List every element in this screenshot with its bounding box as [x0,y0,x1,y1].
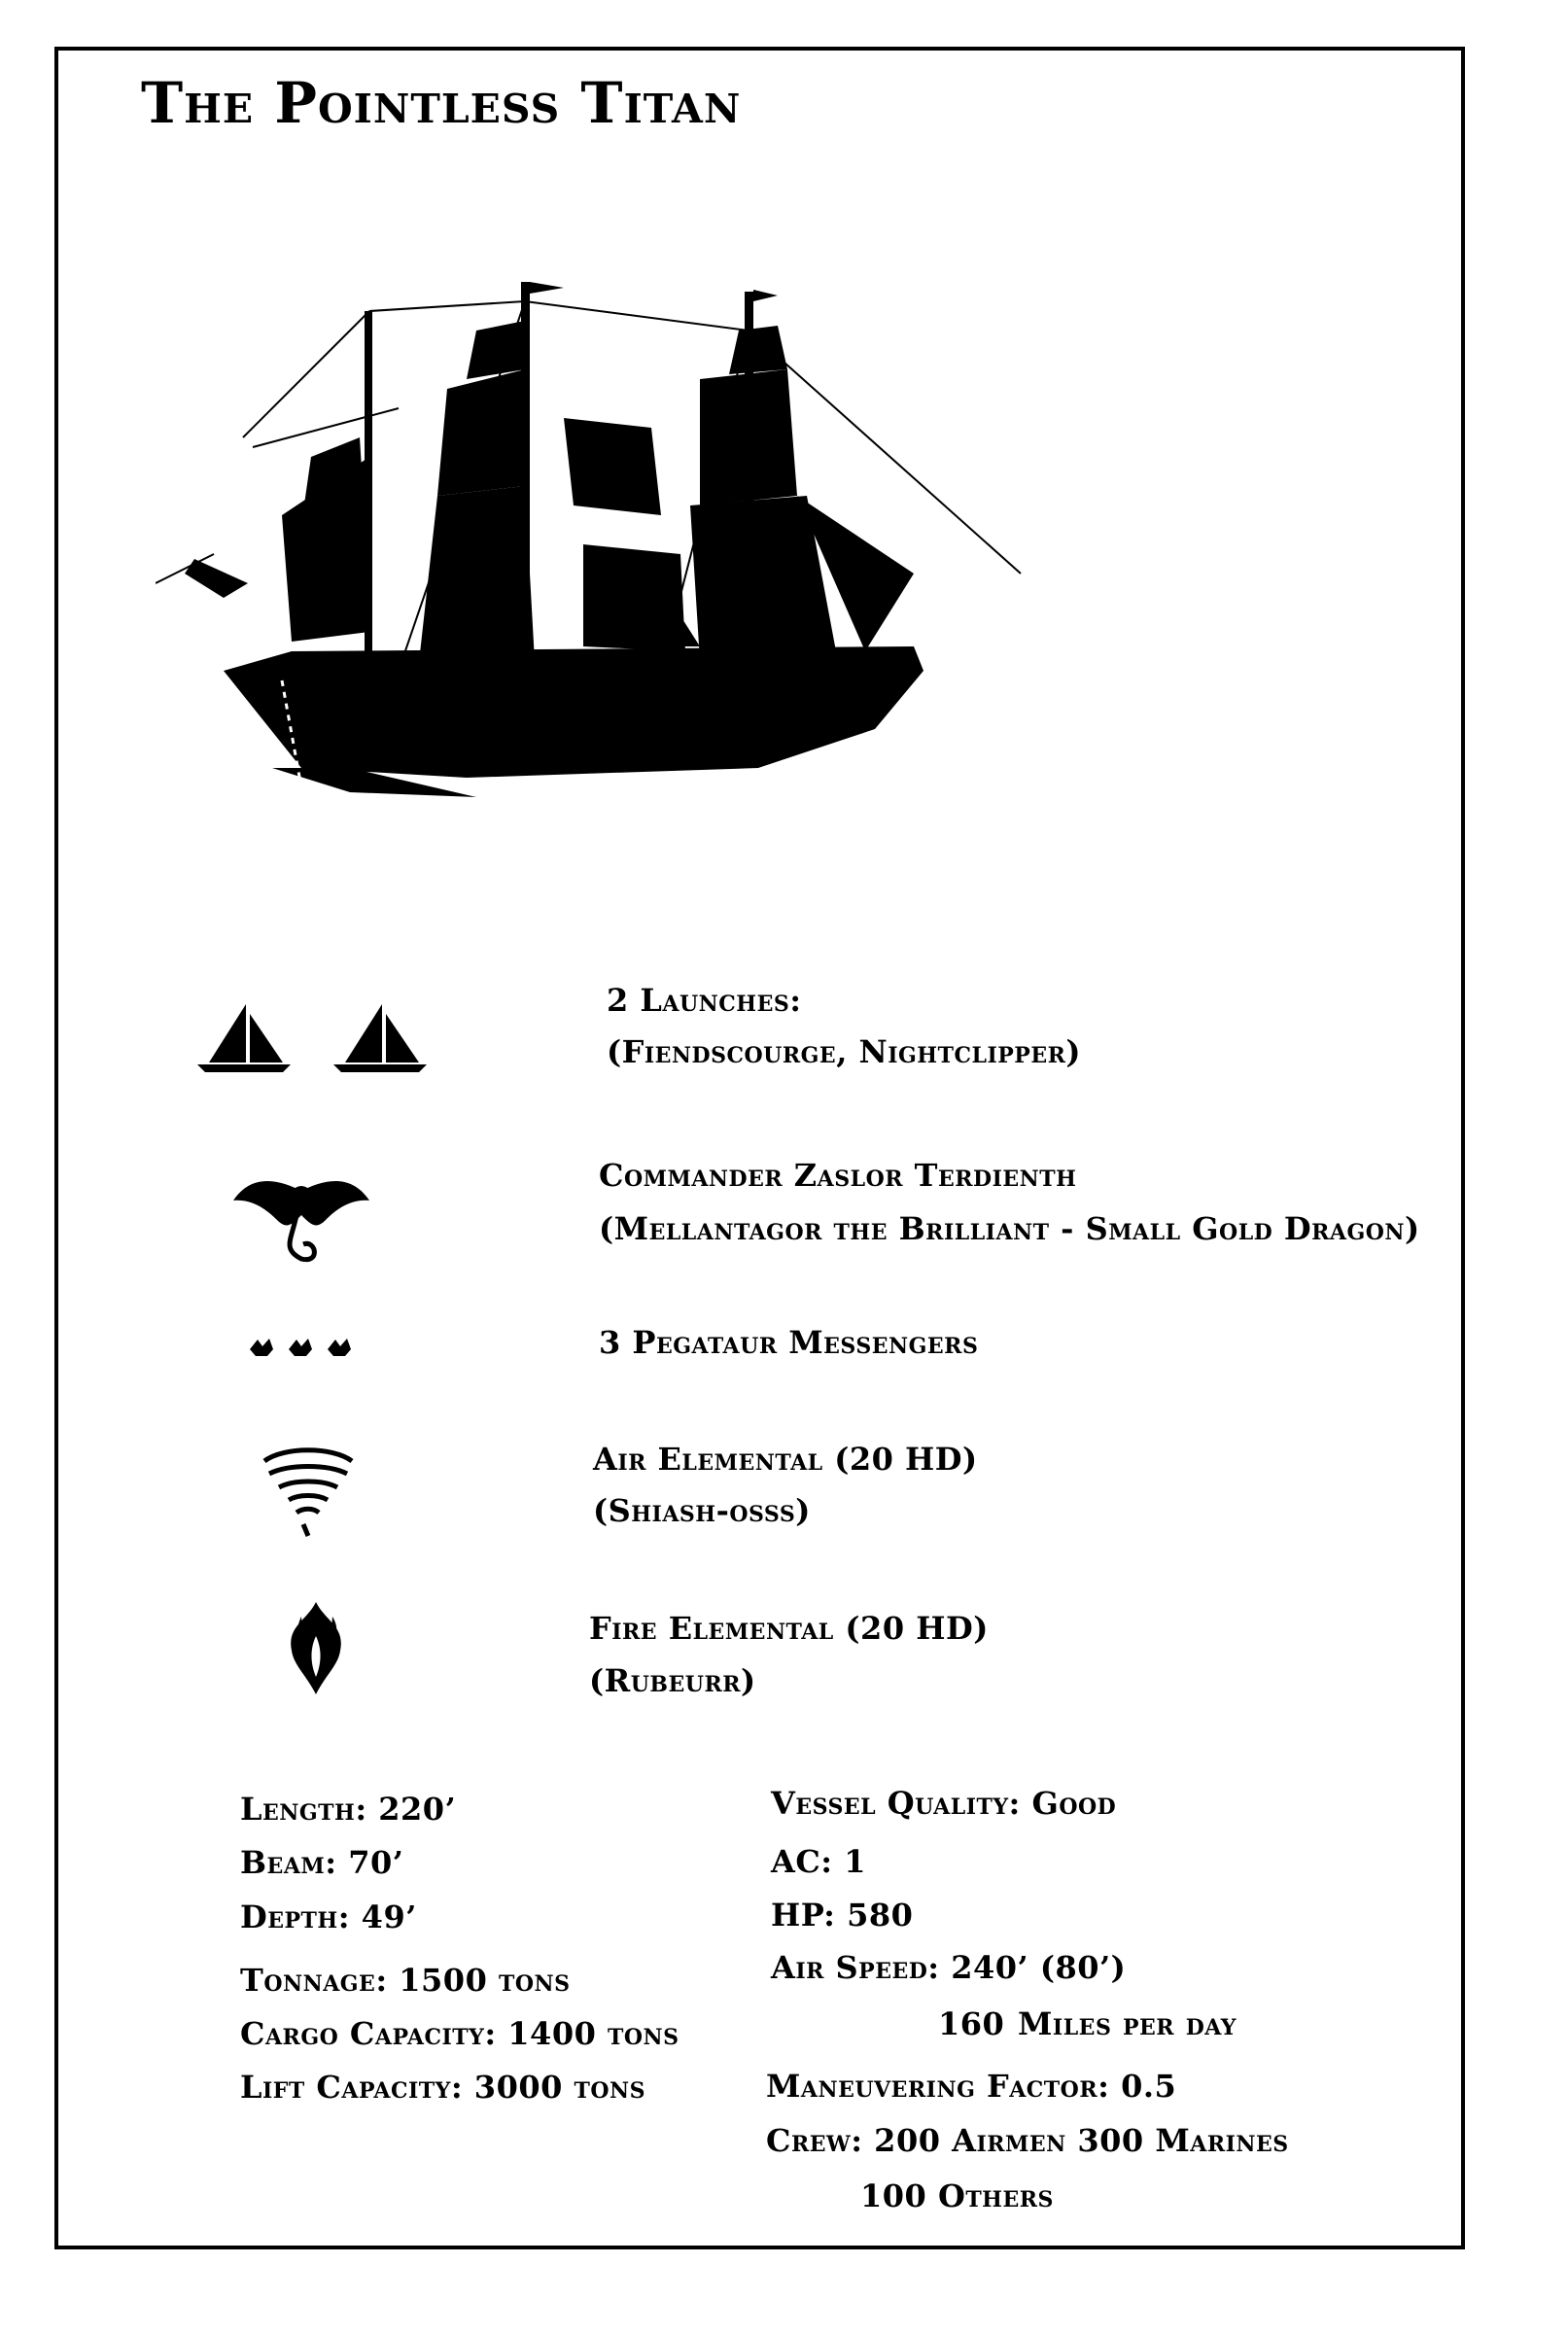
stat-crew: Crew: 200 Airmen 300 Marines [766,2122,1289,2159]
stat-crew-others: 100 Others [860,2177,1054,2214]
stat-lift-capacity: Lift Capacity: 3000 tons [240,2069,646,2106]
stat-depth: Depth: 49’ [240,1899,417,1935]
stat-air-speed: Air Speed: 240’ (80’) [771,1949,1127,1986]
stat-hp: HP: 580 [771,1897,914,1933]
page-title: The Pointless Titan [141,70,742,136]
sailing-ship-illustration [156,262,1030,807]
stat-miles-value: 160 [938,2005,1005,2042]
tornado-icon [255,1446,362,1539]
messengers-label: 3 Pegataur Messengers [599,1324,979,1361]
air-elemental-label: Air Elemental (20 HD) [593,1441,978,1478]
stat-cargo-capacity: Cargo Capacity: 1400 tons [240,2015,679,2052]
stat-length: Length: 220’ [240,1791,457,1828]
stat-miles-label: Miles per day [1018,2005,1237,2042]
air-elemental-name: (Shiash-osss) [593,1492,811,1529]
fire-elemental-label: Fire Elemental (20 HD) [589,1610,989,1647]
pegataur-icon [248,1335,360,1364]
stat-beam: Beam: 70’ [240,1844,404,1881]
commander-dragon: (Mellantagor the Brilliant - Small Gold Dragon) [599,1210,1420,1247]
launches-label: 2 Launches: [607,982,802,1019]
stat-maneuvering-factor: Maneuvering Factor: 0.5 [766,2068,1177,2105]
stat-vessel-quality: Vessel Quality: Good [771,1785,1117,1822]
stat-ac: AC: 1 [771,1843,867,1880]
fire-elemental-name: (Rubeurr) [589,1662,756,1699]
stat-tonnage: Tonnage: 1500 tons [240,1962,571,1999]
dragon-icon [233,1171,369,1269]
fire-elemental-icon [282,1597,350,1699]
commander-name: Commander Zaslor Terdienth [599,1157,1077,1194]
launch-boats-icon [190,987,442,1074]
launches-names: (Fiendscourge, Nightclipper) [607,1033,1082,1070]
